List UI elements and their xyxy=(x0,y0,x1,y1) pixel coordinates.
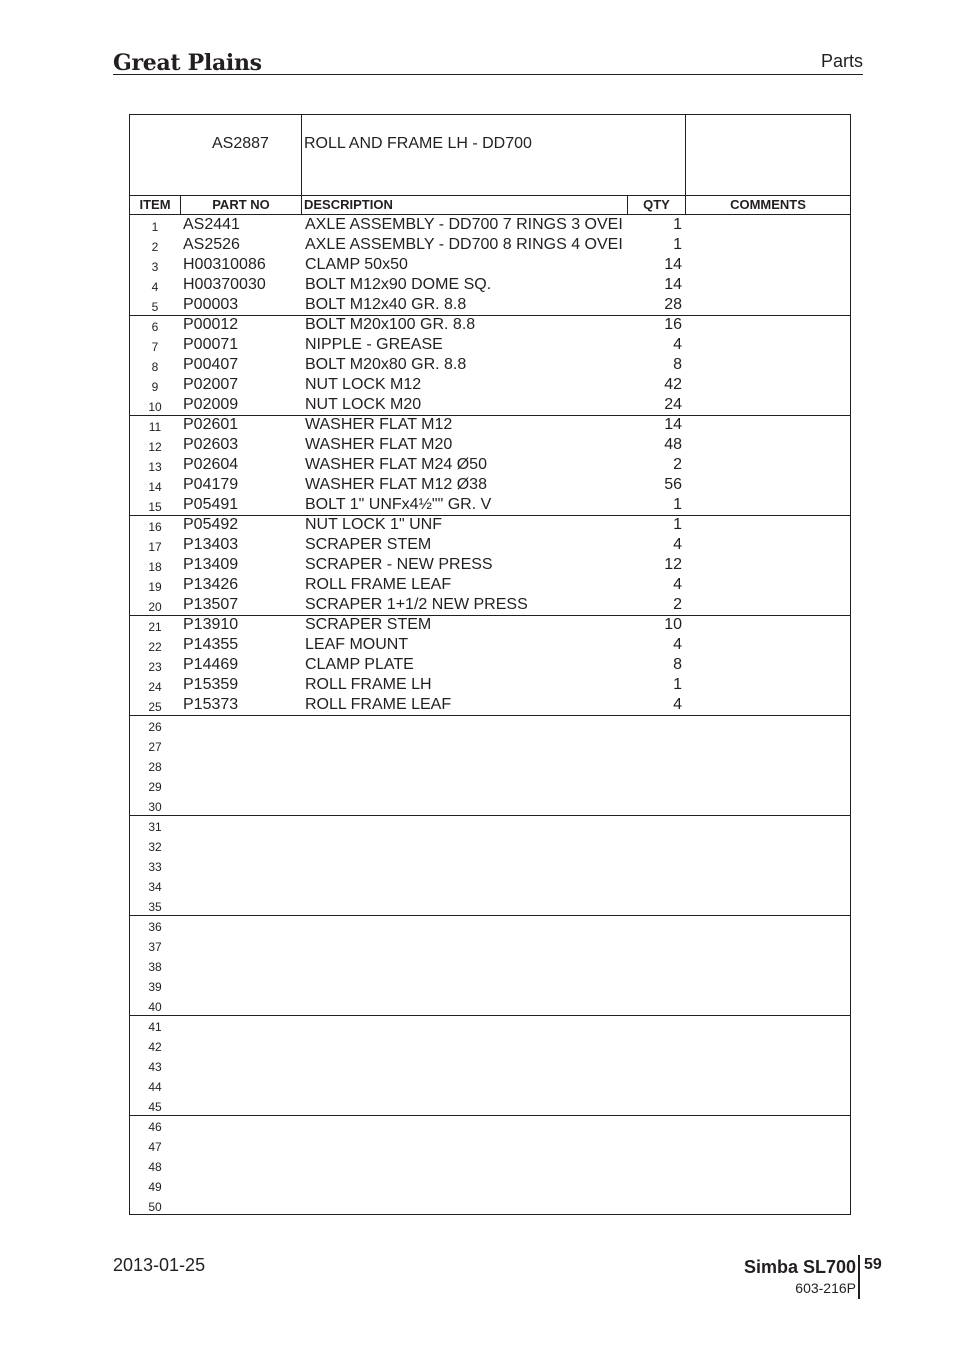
table-row xyxy=(130,1115,850,1135)
row-quantity: 8 xyxy=(673,656,682,673)
row-item-number: 14 xyxy=(148,480,162,494)
row-description: ROLL FRAME LEAF xyxy=(305,696,452,713)
row-item-number: 42 xyxy=(148,1040,162,1054)
table-row xyxy=(130,635,850,655)
row-description: AXLE ASSEMBLY - DD700 7 RINGS 3 OVEI xyxy=(305,216,623,233)
table-row xyxy=(130,1015,850,1035)
row-part-number: AS2526 xyxy=(183,236,240,253)
row-quantity: 42 xyxy=(664,376,682,393)
row-item-number: 47 xyxy=(148,1140,162,1154)
row-part-number: P02009 xyxy=(183,396,239,413)
table-row xyxy=(130,515,850,535)
row-item-number: 11 xyxy=(148,420,162,434)
row-item-number: 3 xyxy=(151,260,159,274)
row-description: SCRAPER 1+1/2 NEW PRESS xyxy=(305,596,528,613)
table-row xyxy=(130,795,850,815)
row-item-number: 49 xyxy=(148,1180,162,1194)
row-quantity: 12 xyxy=(664,556,682,573)
row-part-number: P02604 xyxy=(183,456,239,473)
row-quantity: 1 xyxy=(673,676,682,693)
row-part-number: P13426 xyxy=(183,576,239,593)
row-part-number: P13910 xyxy=(183,616,239,633)
row-quantity: 14 xyxy=(664,256,682,273)
row-part-number: P00407 xyxy=(183,356,239,373)
table-row xyxy=(130,955,850,975)
row-item-number: 45 xyxy=(148,1100,162,1114)
row-part-number: P02601 xyxy=(183,416,239,433)
row-item-number: 31 xyxy=(148,820,162,834)
table-row xyxy=(130,215,850,235)
row-item-number: 9 xyxy=(151,380,159,394)
row-description: WASHER FLAT M20 xyxy=(305,436,453,453)
row-item-number: 8 xyxy=(151,360,159,374)
table-row xyxy=(130,695,850,715)
row-description: SCRAPER STEM xyxy=(305,616,432,633)
row-item-number: 39 xyxy=(148,980,162,994)
row-description: NUT LOCK M20 xyxy=(305,396,422,413)
header-rule xyxy=(113,74,863,75)
column-header-item: ITEM xyxy=(139,197,171,212)
table-row xyxy=(130,775,850,795)
row-part-number: P00003 xyxy=(183,296,239,313)
row-description: CLAMP 50x50 xyxy=(305,256,408,273)
row-quantity: 28 xyxy=(664,296,682,313)
row-description: BOLT 1" UNFx4½"" GR. V xyxy=(305,496,492,513)
row-part-number: P05491 xyxy=(183,496,239,513)
table-row xyxy=(130,995,850,1015)
table-row xyxy=(130,615,850,635)
table-row xyxy=(130,1095,850,1115)
row-item-number: 21 xyxy=(148,620,162,634)
row-description: BOLT M20x100 GR. 8.8 xyxy=(305,316,476,333)
table-row xyxy=(130,595,850,615)
row-item-number: 12 xyxy=(148,440,162,454)
row-item-number: 23 xyxy=(148,660,162,674)
table-row xyxy=(130,755,850,775)
row-item-number: 1 xyxy=(151,220,159,234)
row-description: WASHER FLAT M24 Ø50 xyxy=(305,456,487,473)
row-quantity: 48 xyxy=(664,436,682,453)
table-row xyxy=(130,855,850,875)
row-part-number: P05492 xyxy=(183,516,239,533)
table-row xyxy=(130,295,850,315)
row-item-number: 10 xyxy=(148,400,162,414)
table-row xyxy=(130,315,850,335)
table-row xyxy=(130,235,850,255)
row-description: NUT LOCK M12 xyxy=(305,376,422,393)
table-row xyxy=(130,1175,850,1195)
row-quantity: 1 xyxy=(673,496,682,513)
row-item-number: 26 xyxy=(148,720,162,734)
row-description: SCRAPER - NEW PRESS xyxy=(305,556,493,573)
row-item-number: 50 xyxy=(148,1200,162,1214)
row-part-number: AS2441 xyxy=(183,216,240,233)
column-header-comments: COMMENTS xyxy=(730,197,806,212)
row-item-number: 27 xyxy=(148,740,162,754)
row-item-number: 22 xyxy=(148,640,162,654)
row-item-number: 38 xyxy=(148,960,162,974)
table-row xyxy=(130,535,850,555)
table-row xyxy=(130,415,850,435)
publication-date: 2013-01-25 xyxy=(113,1255,206,1275)
row-item-number: 29 xyxy=(148,780,162,794)
table-row xyxy=(130,915,850,935)
row-item-number: 32 xyxy=(148,840,162,854)
row-item-number: 25 xyxy=(148,700,162,714)
row-part-number: P02007 xyxy=(183,376,239,393)
table-row xyxy=(130,675,850,695)
row-item-number: 18 xyxy=(148,560,162,574)
table-row xyxy=(130,275,850,295)
row-quantity: 16 xyxy=(664,316,682,333)
table-row xyxy=(130,735,850,755)
row-part-number: P13409 xyxy=(183,556,239,573)
footer-divider xyxy=(858,1255,860,1299)
table-row xyxy=(130,895,850,915)
model-name: Simba SL700 xyxy=(743,1257,856,1277)
row-item-number: 48 xyxy=(148,1160,162,1174)
row-part-number: P13403 xyxy=(183,536,239,553)
row-item-number: 30 xyxy=(148,800,162,814)
row-description: BOLT M20x80 GR. 8.8 xyxy=(305,356,467,373)
table-row xyxy=(130,1195,850,1215)
table-row xyxy=(130,495,850,515)
row-item-number: 34 xyxy=(148,880,162,894)
row-quantity: 4 xyxy=(673,636,682,653)
assembly-header xyxy=(130,115,850,195)
row-part-number: P14355 xyxy=(183,636,239,653)
row-part-number: P00012 xyxy=(183,316,239,333)
row-item-number: 24 xyxy=(148,680,162,694)
row-item-number: 15 xyxy=(148,500,162,514)
row-quantity: 14 xyxy=(664,276,682,293)
table-row xyxy=(130,335,850,355)
assembly-part-number: AS2887 xyxy=(212,135,269,152)
table-row xyxy=(130,1075,850,1095)
page-number: 59 xyxy=(864,1256,882,1273)
row-description: BOLT M12x40 GR. 8.8 xyxy=(305,296,467,313)
row-item-number: 2 xyxy=(151,240,159,254)
row-quantity: 4 xyxy=(673,696,682,713)
row-description: AXLE ASSEMBLY - DD700 8 RINGS 4 OVEI xyxy=(305,236,623,253)
row-part-number: P04179 xyxy=(183,476,239,493)
row-part-number: P15359 xyxy=(183,676,239,693)
document-number: 603-216P xyxy=(795,1280,856,1296)
row-part-number: P02603 xyxy=(183,436,239,453)
row-item-number: 36 xyxy=(148,920,162,934)
row-description: ROLL FRAME LEAF xyxy=(305,576,452,593)
row-description: NUT LOCK 1" UNF xyxy=(305,516,442,533)
row-description: NIPPLE - GREASE xyxy=(305,336,443,353)
table-row xyxy=(130,1035,850,1055)
row-item-number: 44 xyxy=(148,1080,162,1094)
table-row xyxy=(130,835,850,855)
row-part-number: P15373 xyxy=(183,696,239,713)
table-row xyxy=(130,575,850,595)
row-item-number: 40 xyxy=(148,1000,162,1014)
row-item-number: 13 xyxy=(148,460,162,474)
column-header-part-no: PART NO xyxy=(212,197,270,212)
row-quantity: 4 xyxy=(673,336,682,353)
table-row xyxy=(130,935,850,955)
row-item-number: 4 xyxy=(151,280,159,294)
table-row xyxy=(130,555,850,575)
table-row xyxy=(130,875,850,895)
row-quantity: 4 xyxy=(673,576,682,593)
row-item-number: 43 xyxy=(148,1060,162,1074)
table-row xyxy=(130,975,850,995)
row-item-number: 37 xyxy=(148,940,162,954)
divider xyxy=(301,115,302,215)
row-quantity: 10 xyxy=(664,616,682,633)
row-quantity: 2 xyxy=(673,596,682,613)
row-description: WASHER FLAT M12 xyxy=(305,416,453,433)
row-quantity: 24 xyxy=(664,396,682,413)
table-row xyxy=(130,475,850,495)
table-row xyxy=(130,255,850,275)
table-row xyxy=(130,1135,850,1155)
row-part-number: P00071 xyxy=(183,336,239,353)
row-item-number: 28 xyxy=(148,760,162,774)
table-row xyxy=(130,1055,850,1075)
section-title: Parts xyxy=(820,51,863,71)
table-row xyxy=(130,455,850,475)
row-part-number: H00370030 xyxy=(183,276,266,293)
table-row xyxy=(130,395,850,415)
table-row xyxy=(130,815,850,835)
column-header-description: DESCRIPTION xyxy=(304,197,393,212)
table-row xyxy=(130,1155,850,1175)
column-header-qty: QTY xyxy=(643,197,670,212)
row-quantity: 1 xyxy=(673,516,682,533)
row-quantity: 1 xyxy=(673,236,682,253)
row-description: LEAF MOUNT xyxy=(305,636,409,653)
row-item-number: 6 xyxy=(151,320,159,334)
row-item-number: 41 xyxy=(148,1020,162,1034)
row-description: WASHER FLAT M12 Ø38 xyxy=(305,476,487,493)
row-item-number: 33 xyxy=(148,860,162,874)
row-item-number: 20 xyxy=(148,600,162,614)
table-row xyxy=(130,435,850,455)
row-quantity: 4 xyxy=(673,536,682,553)
row-quantity: 1 xyxy=(673,216,682,233)
row-part-number: P13507 xyxy=(183,596,239,613)
brand-logo: Great Plains xyxy=(113,50,262,76)
table-row xyxy=(130,355,850,375)
row-quantity: 8 xyxy=(673,356,682,373)
row-item-number: 5 xyxy=(151,300,159,314)
assembly-description: ROLL AND FRAME LH - DD700 xyxy=(304,135,532,152)
table-row xyxy=(130,375,850,395)
row-part-number: H00310086 xyxy=(183,256,266,273)
row-item-number: 19 xyxy=(148,580,162,594)
row-item-number: 17 xyxy=(148,540,162,554)
row-description: BOLT M12x90 DOME SQ. xyxy=(305,276,492,293)
row-item-number: 16 xyxy=(148,520,162,534)
row-item-number: 35 xyxy=(148,900,162,914)
row-part-number: P14469 xyxy=(183,656,239,673)
row-quantity: 56 xyxy=(664,476,682,493)
row-item-number: 46 xyxy=(148,1120,162,1134)
parts-table xyxy=(129,114,851,1215)
row-description: CLAMP PLATE xyxy=(305,656,414,673)
table-row xyxy=(130,715,850,735)
row-quantity: 2 xyxy=(673,456,682,473)
row-description: SCRAPER STEM xyxy=(305,536,432,553)
table-row xyxy=(130,655,850,675)
row-item-number: 7 xyxy=(151,340,159,354)
row-description: ROLL FRAME LH xyxy=(305,676,432,693)
row-quantity: 14 xyxy=(664,416,682,433)
